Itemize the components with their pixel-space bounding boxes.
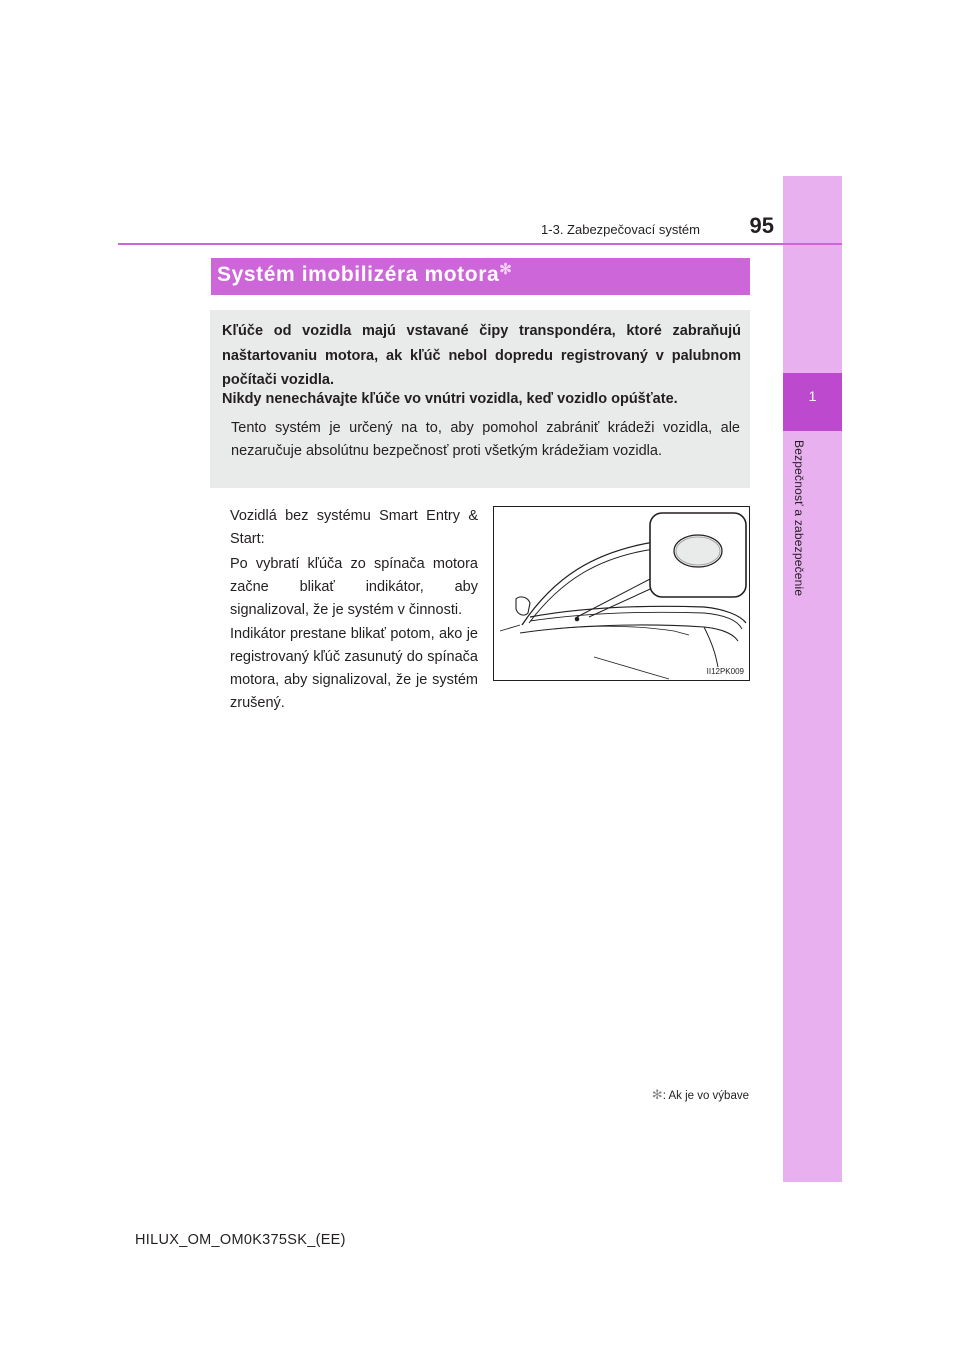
title-bar — [211, 258, 750, 295]
chapter-title: Bezpečnosť a zabezpečenie — [792, 440, 806, 597]
chapter-number: 1 — [808, 388, 817, 404]
page-number: 95 — [749, 213, 774, 238]
optional-marker-icon: ✻ — [499, 261, 513, 278]
body-paragraph-1: Vozidlá bez systému Smart Entry & Start: — [230, 508, 478, 547]
footnote — [560, 1087, 749, 1103]
chapter-side-tab — [783, 176, 842, 1182]
body-paragraph-2: Po vybratí kľúča zo spínača motora začne blikať indikátor, aby signalizoval, že je systém v činnosti. — [230, 556, 478, 618]
page-title — [217, 263, 512, 287]
windshield-dashboard-illustration — [494, 507, 751, 682]
dashboard-indicator-figure — [493, 506, 750, 681]
notice-paragraph-1: Kľúče od vozidla majú vstavané čipy transpondéra, ktoré zabraňujú naštartovaniu motora, ak kľúč nebol dopredu registrovaný v palubnom počítači vozidla. — [222, 323, 741, 388]
footnote-marker-icon: ✻ — [651, 1087, 663, 1102]
page-title-text: Systém imobilizéra motora — [217, 263, 500, 286]
figure-code: II12PK009 — [706, 667, 744, 676]
body-paragraph-3: Indikátor prestane blikať potom, ako je registrovaný kľúč zasunutý do spínača motora, aby signalizoval, že je systém zrušený. — [230, 626, 478, 711]
section-heading: 1-3. Zabezpečovací systém — [541, 222, 700, 237]
notice-paragraph-3: Tento systém je určený na to, aby pomohol zabrániť krádeži vozidla, ale nezaručuje absolútnu bezpečnosť proti všetkým krádežiam vozidla. — [231, 420, 740, 459]
document-code: HILUX_OM_OM0K375SK_(EE) — [135, 1232, 346, 1248]
footnote-text: : Ak je vo výbave — [662, 1090, 749, 1102]
notice-box — [210, 310, 750, 488]
notice-paragraph-2: Nikdy nenechávajte kľúče vo vnútri vozidla, keď vozidlo opúšťate. — [222, 391, 678, 407]
header-divider — [118, 243, 842, 245]
